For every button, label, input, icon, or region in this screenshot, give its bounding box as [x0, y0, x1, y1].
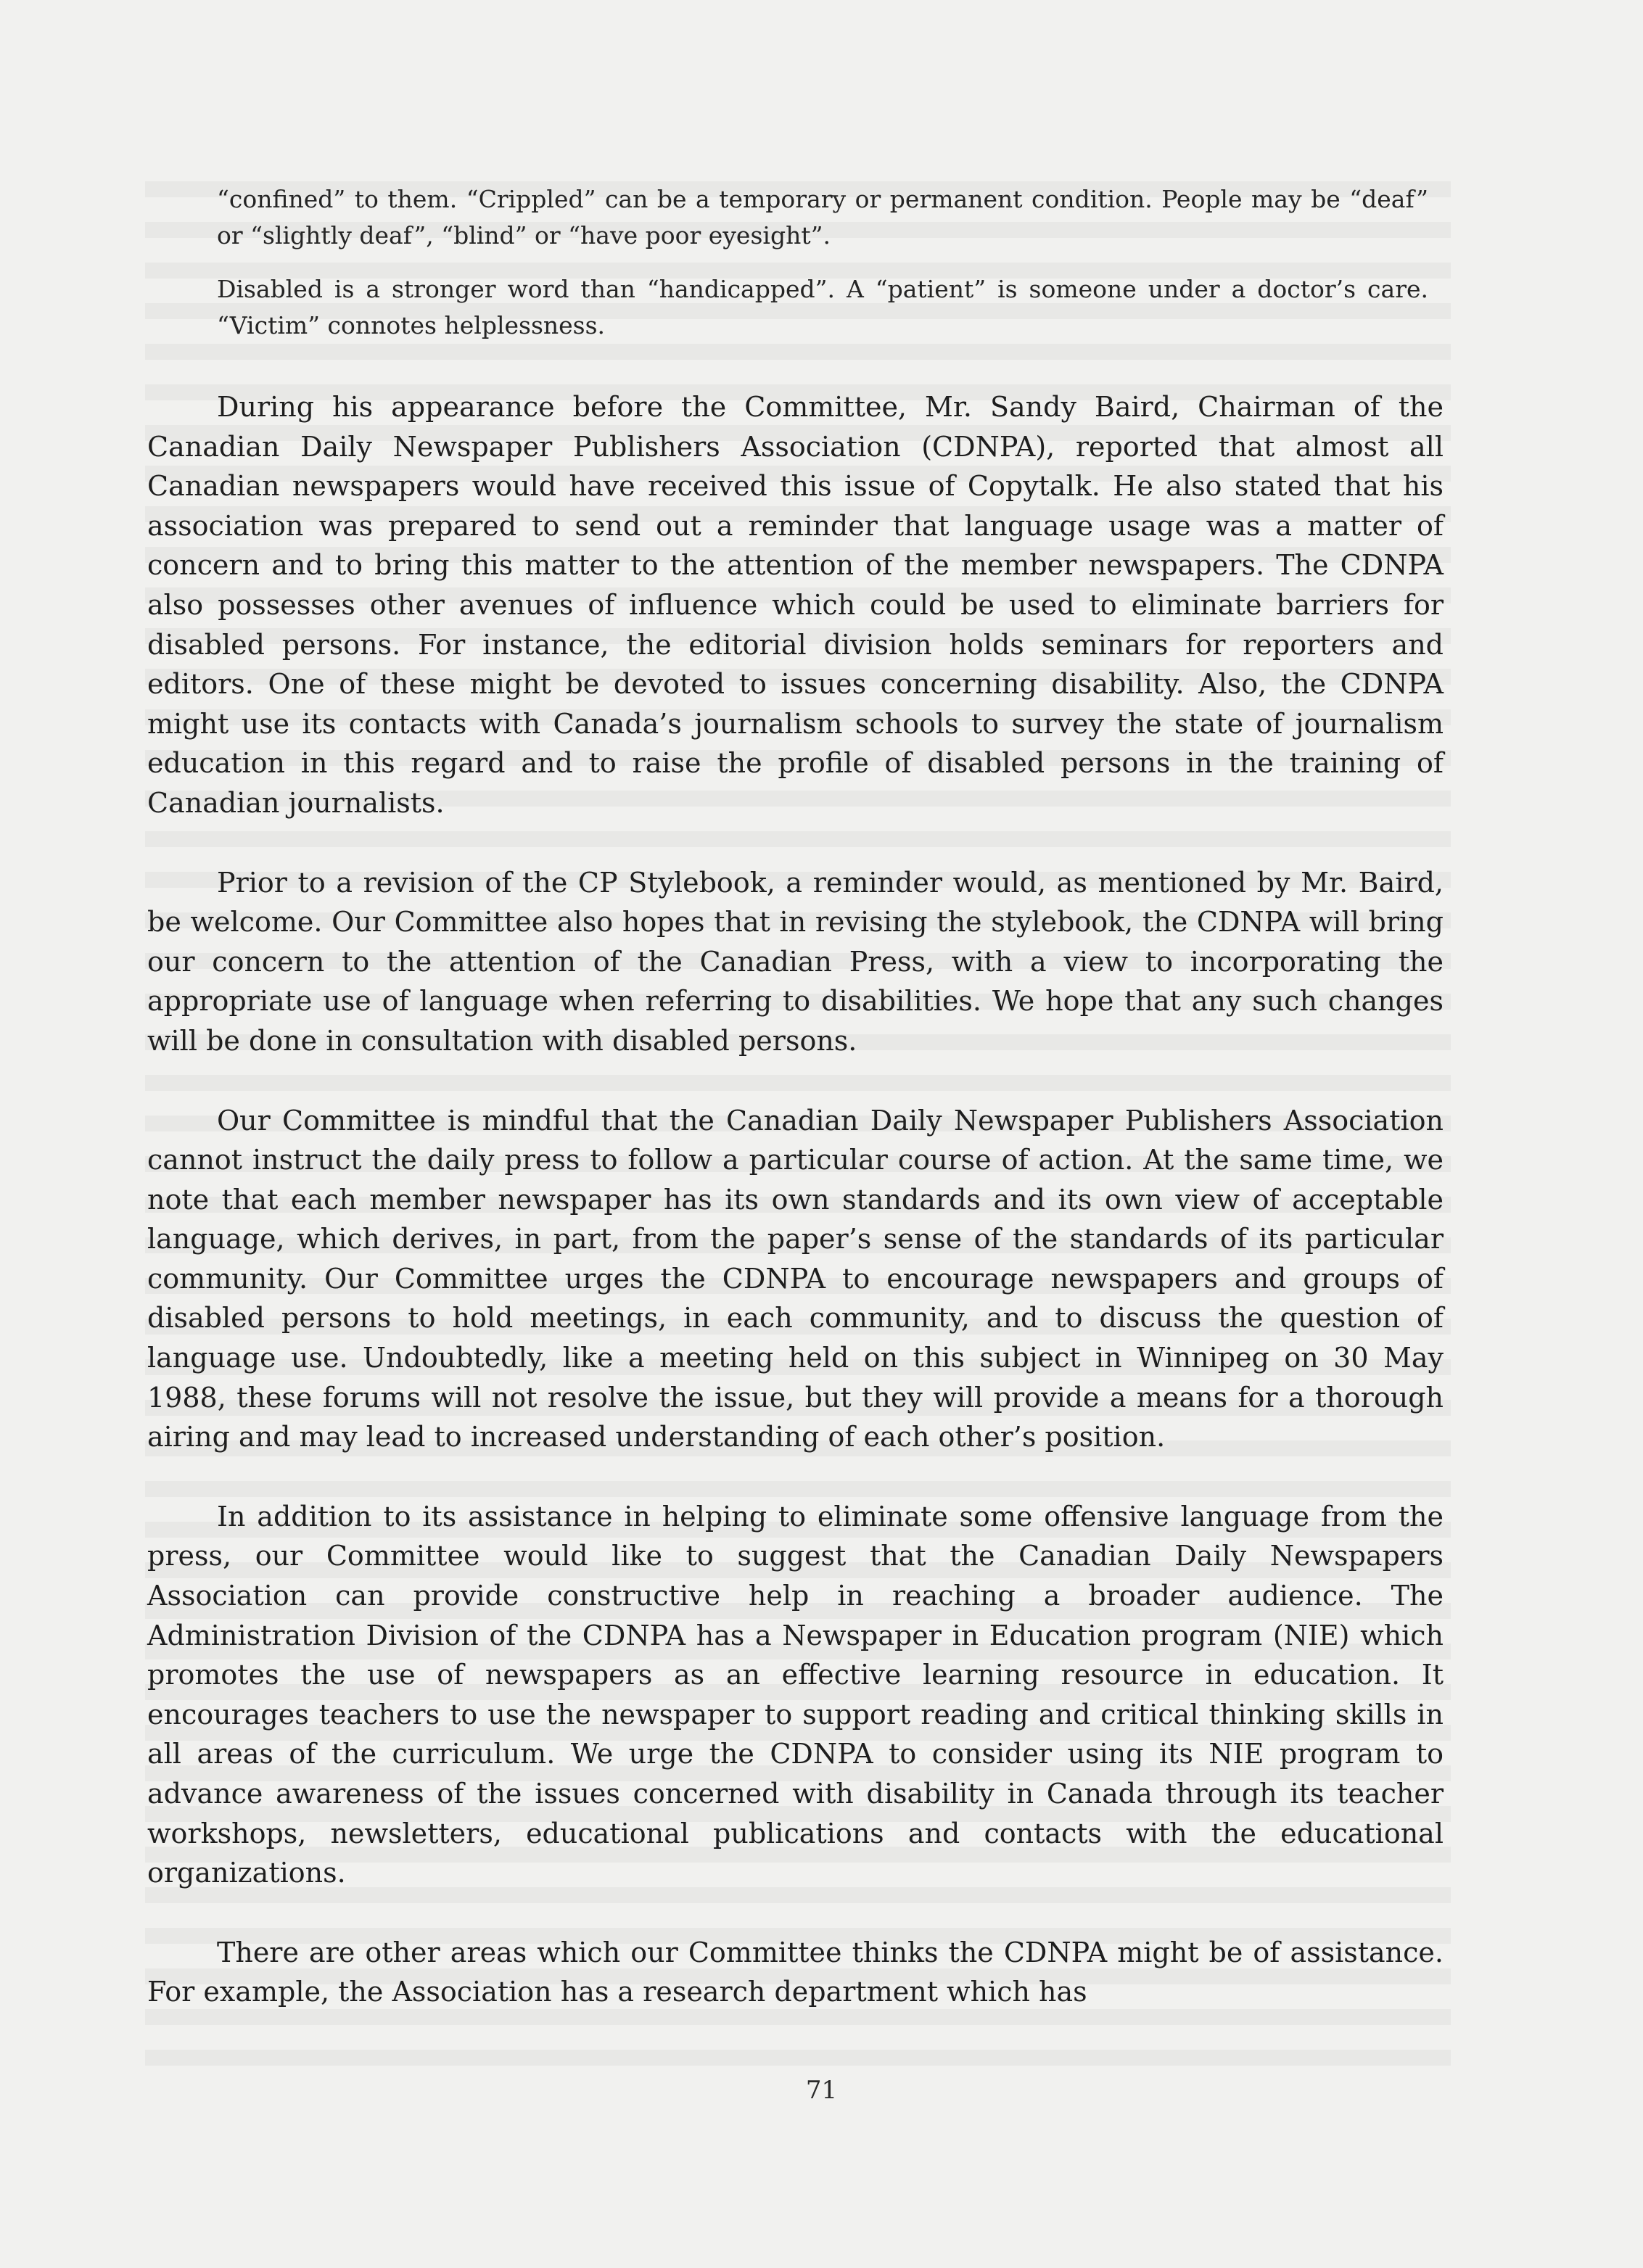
page-number: 71	[805, 2076, 838, 2105]
body-text	[147, 181, 1444, 2012]
paragraph-other-areas: There are other areas which our Committee thinks the CDNPA might be of assistance. For example, the Association has a research department which has	[147, 1936, 1444, 2008]
quoted-passage-1: “confined” to them. “Crippled” can be a temporary or permanent condition. People may be “deaf” or “slightly deaf”, “blind” or “have poor eyesight”.	[217, 185, 1428, 250]
paragraph-stylebook-revision: Prior to a revision of the CP Stylebook, a reminder would, as mentioned by Mr. Baird, be welcome. Our Committee also hopes that in revising the stylebook, the CDNPA will bring our concern to the attention of the Canadian Press, with a view to incorporating the appropriate use of language when referring to disabilities. We hope that any such changes will be done in consultation with disabled persons.	[147, 866, 1444, 1057]
paragraph-baird-testimony: During his appearance before the Committee, Mr. Sandy Baird, Chairman of the Canadian Daily Newspaper Publishers Association (CDNPA), reported that almost all Canadian newspapers would have received this issue of Copytalk. He also stated that his association was prepared to send out a reminder that language usage was a matter of concern and to bring this matter to the attention of the member newspapers. The CDNPA also possesses other avenues of influence which could be used to eliminate barriers for disabled persons. For instance, the editorial division holds seminars for reporters and editors. One of these might be devoted to issues concerning disability. Also, the CDNPA might use its contacts with Canada’s journalism schools to survey the state of journalism education in this regard and to raise the profile of disabled persons in the training of Canadian journalists.	[147, 391, 1444, 819]
paragraph-newspaper-in-education: In addition to its assistance in helping to eliminate some offensive language from the press, our Committee would like to suggest that the Canadian Daily Newspapers Association can provide constructive help in reaching a broader audience. The Administration Division of the CDNPA has a Newspaper in Education program (NIE) which promotes the use of newspapers as an effective learning resource in education. It encourages teachers to use the newspaper to support reading and critical thinking skills in all areas of the curriculum. We urge the CDNPA to consider using its NIE program to advance awareness of the issues concerned with disability in Canada through its teacher workshops, newsletters, educational publications and contacts with the educational organizations.	[147, 1500, 1444, 1889]
paragraph-community-meetings: Our Committee is mindful that the Canadian Daily Newspaper Publishers Association cannot instruct the daily press to follow a particular course of action. At the same time, we note that each member newspaper has its own standards and its own view of acceptable language, which derives, in part, from the paper’s sense of the standards of its particular community. Our Committee urges the CDNPA to encourage newspapers and groups of disabled persons to hold meetings, in each community, and to discuss the question of language use. Undoubtedly, like a meeting held on this subject in Winnipeg on 30 May 1988, these forums will not resolve the issue, but they will provide a means for a thorough airing and may lead to increased understanding of each other’s position.	[147, 1104, 1444, 1453]
quoted-passage-2: Disabled is a stronger word than “handicapped”. A “patient” is someone under a doctor’s care. “Victim” connotes helplessness.	[217, 275, 1428, 339]
